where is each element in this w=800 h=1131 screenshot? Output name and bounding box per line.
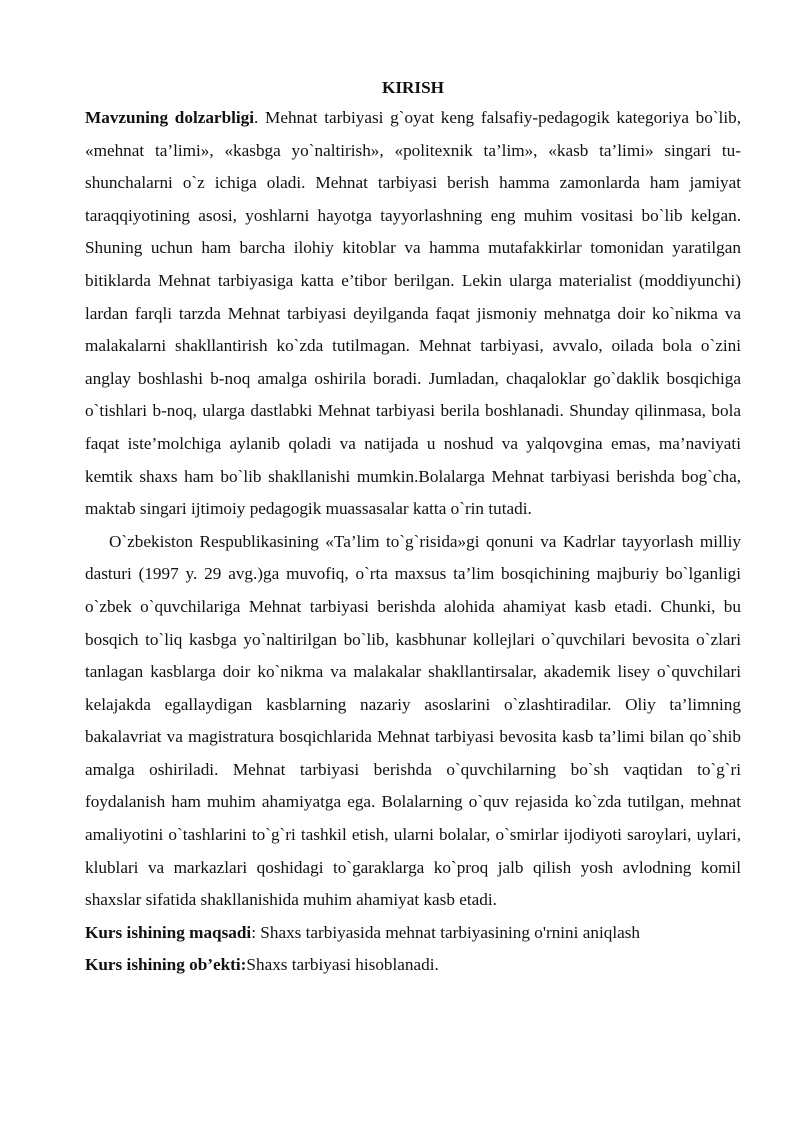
course-object-text: Shaxs tarbiyasi hisoblanadi.	[246, 955, 439, 975]
course-object-label: Kurs ishining ob’ekti:	[85, 955, 247, 975]
intro-text: . Mehnat tarbiyasi g`oyat keng falsafiy-pedagogik kategoriya bo`lib, «mehnat ta’limi», «kasbga yo`naltirish», «politexnik ta’lim», «kasb ta’limi» singari tu-shunchalarni o`z ichiga oladi. Mehnat tarbiyasi berish hamma zamonlarda ham jamiyat taraqqiyotining asosi, yoshlarni hayotga tayyorlashning eng muhim vositasi bo`lib kelgan. Shuning uchun ham barcha ilohiy kitoblar va hamma mutafakkirlar tomonidan yaratilgan bitiklarda Mehnat tarbiyasiga katta e’tibor berilgan. Lekin ularga materialist (moddiyunchi) lardan farqli tarzda Mehnat tarbiyasi deyilganda faqat jismoniy mehnatga doir ko`nikma va malakalarni shakllantirish ko`zda tutilmagan. Mehnat tarbiyasi, avvalo, oilada bola o`zini anglay boshlashi b-noq amalga oshirila boradi. Jumladan, chaqaloklar go`daklik bosqichiga o`tishlari b-noq, ularga dastlabki Mehnat tarbiyasi berila boshlanadi. Shunday qilinmasa, bola faqat iste’molchiga aylanib qoladi va natijada u noshud va yalqovgina emas, ma’naviyati kemtik shaxs ham bo`lib shakllanishi mumkin.Bolalarga Mehnat tarbiyasi berishda bog`cha, maktab singari ijtimoiy pedagogik muassasalar katta o`rin tutadi.	[85, 108, 741, 519]
document-title: KIRISH	[381, 78, 445, 97]
course-object-line	[85, 949, 741, 982]
course-goal-label: Kurs ishining maqsadi	[85, 922, 252, 942]
intro-lead: Mavzuning dolzarbligi	[85, 108, 255, 127]
course-goal-line	[85, 917, 741, 950]
intro-paragraph	[85, 102, 741, 526]
document-page	[85, 74, 741, 982]
course-goal-text: : Shaxs tarbiyasida mehnat tarbiyasining o'rnini aniqlash	[251, 922, 641, 942]
body-paragraph: O`zbekiston Respublikasining «Ta’lim to`g`risida»gi qonuni va Kadrlar tayyorlash milliy dasturi (1997 y. 29 avg.)ga muvofiq, o`rta maxsus ta’lim bosqichining majburiy bo`lganligi o`zbek o`quvchilariga Mehnat tarbiyasi berishda alohida ahamiyat kasb etadi. Chunki, bu bosqich to`liq kasbga yo`naltirilgan bo`lib, kasbhunar kollejlari o`quvchilari bevosita o`zlari tanlagan kasblarga doir ko`nikma va malakalar shakllantirsalar, akademik lisey o`quvchilari kelajakda egallaydigan kasblarning nazariy asoslarini o`zlashtiradilar. Oliy ta’limning bakalavriat va magistratura bosqichlarida Mehnat tarbiyasi bevosita kasb ta’limi bilan qo`shib amalga oshiriladi. Mehnat tarbiyasi berishda o`quvchilarning bo`sh vaqtidan to`g`ri foydalanish ham muhim ahamiyatga ega. Bolalarning o`quv rejasida ko`zda tutilgan, mehnat amaliyotini o`tashlarini to`g`ri tashkil etish, ularni bolalar, o`smirlar ijodiyoti saroylari, uylari, klublari va markazlari qoshidagi to`garaklarga ko`proq jalb qilish yosh avlodning komil shaxslar sifatida shakllanishida muhim ahamiyat kasb etadi.	[85, 531, 741, 910]
